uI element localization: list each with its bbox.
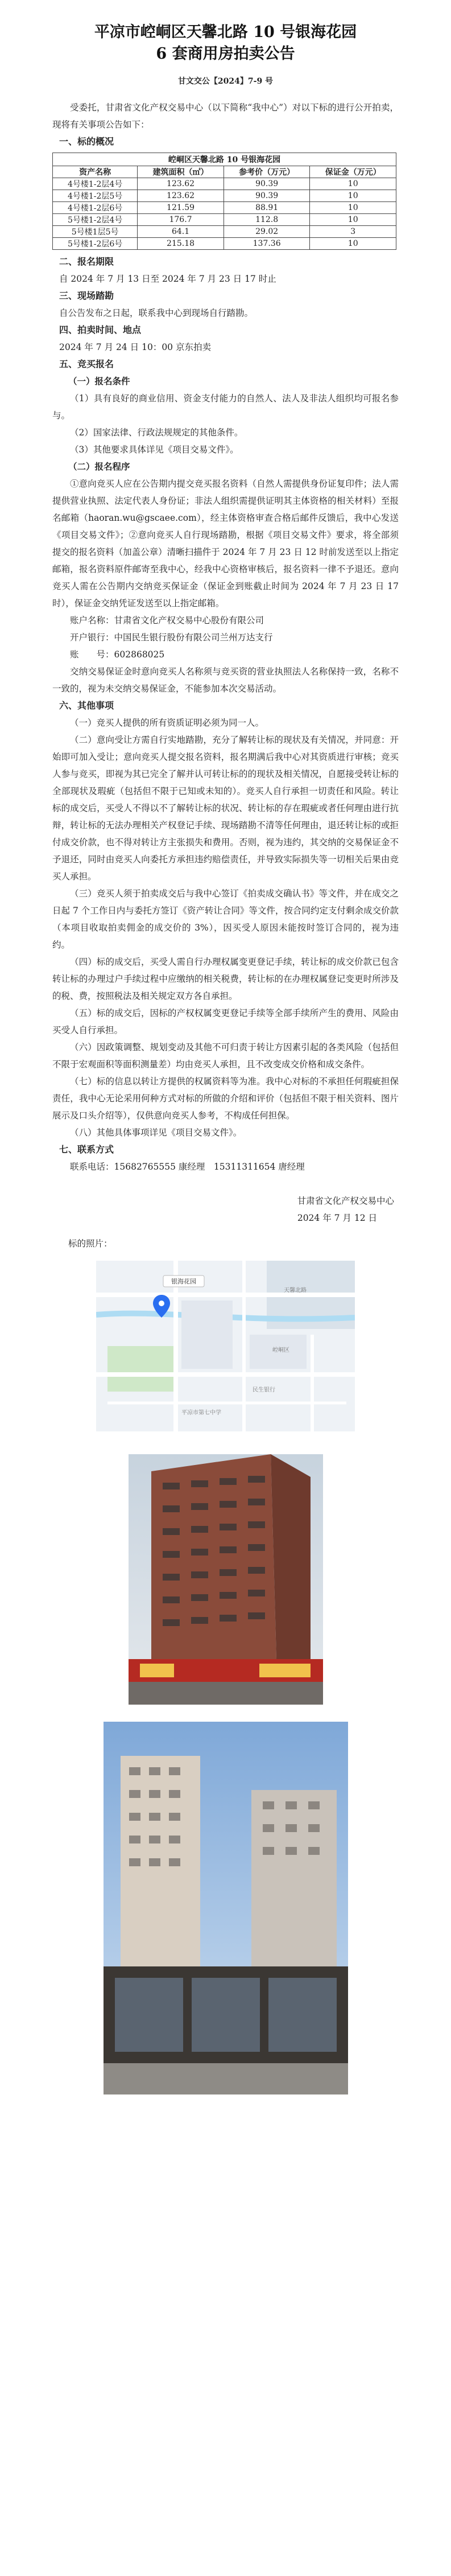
table-header: 资产名称 <box>53 166 138 178</box>
deposit-note: 交纳交易保证金时意向竞买人名称须与竞买资的营业执照法人名称保持一致，名称不一致的，视为未交纳交易保证金，不能参加本次交易活动。 <box>52 666 399 694</box>
map-block <box>181 1301 233 1369</box>
announcement-title <box>0 22 451 65</box>
table-cell: 64.1 <box>138 226 224 238</box>
table-cell: 29.02 <box>224 226 310 238</box>
table-row <box>53 202 396 214</box>
table-cell: 4号楼1-2层5号 <box>53 190 138 202</box>
photo-2-glass <box>115 1978 183 2052</box>
photo-1-sign <box>259 1664 311 1677</box>
document-number: 甘文交公【2024】7-9 号 <box>177 77 274 86</box>
other-item-6: （六）因政策调整、规划变动及其他不可归责于转让方因素引起的各类风险（包括但不限于宏观面积等面积测量差）均由竞买人承担，且不改变成交价格和成交条件。 <box>52 1042 399 1069</box>
section-1-heading: 一、标的概况 <box>59 136 114 147</box>
table-cell: 4号楼1-2层4号 <box>53 178 138 190</box>
table-cell: 5号楼1-2层6号 <box>53 238 138 250</box>
location-map-image <box>96 1261 355 1431</box>
map-svg <box>96 1261 355 1431</box>
table-cell: 112.8 <box>224 214 310 226</box>
asset-table <box>52 153 396 250</box>
map-road-label: 天馨北路 <box>284 1287 307 1294</box>
registration-period: 自 2024 年 7 月 13 日至 2024 年 7 月 23 日 17 时止 <box>59 274 276 284</box>
table-cell: 215.18 <box>138 238 224 250</box>
bank-label: 开户银行： <box>70 632 114 643</box>
photo-1-tower-side <box>271 1454 311 1659</box>
photo-1-sign <box>140 1664 174 1677</box>
procedure-paragraph: ①意向竞买人应在公告期内提交竞买报名资料（自然人需提供身份证复印件；法人需提供营业执照、法定代表人身份证；非法人组织需提供证明其主体资格的相关材料）至报名邮箱（haoran.wu@gscaee.com），经主体资格审查合格后邮件反馈后，我中心发送《项目交易文件》；②意向竞买人自行现场踏勘，根据《项目交易文件》要求，将全部须提交的报名资料（加盖公章）清晰扫描件于 2024 年 7 月 23 日 12 时前发送至以上指定邮箱，报名资料原件邮寄至我中心，经我中心资格审核后，报名资料一律不予退还。意向竞买人需在公告期内交纳竞买保证金（保证金到账截止时间为 2024 年 7 月 23 日 17 时），保证金交纳凭证发送至以上指定邮箱。 <box>52 479 399 608</box>
map-road-label: 平凉市第七中学 <box>181 1410 221 1416</box>
title-line-2: 6 套商用房拍卖公告 <box>156 45 295 63</box>
section-3-heading: 三、现场踏勘 <box>59 290 114 301</box>
table-cell: 10 <box>310 202 396 214</box>
table-cell: 10 <box>310 190 396 202</box>
table-cell: 90.39 <box>224 178 310 190</box>
section-4-heading: 四、拍卖时间、地点 <box>59 324 142 335</box>
table-header: 参考价（万元） <box>224 166 310 178</box>
section-2-heading: 二、报名期限 <box>59 256 114 267</box>
map-park <box>107 1346 176 1392</box>
table-cell: 123.62 <box>138 190 224 202</box>
title-line-1: 平凉市崆峒区天馨北路 10 号银海花园 <box>94 23 357 41</box>
table-cell: 90.39 <box>224 190 310 202</box>
table-row <box>53 238 396 250</box>
map-road-label: 崆峒区 <box>272 1347 289 1353</box>
other-item-2: （二）意向受让方需自行实地踏勘，充分了解转让标的现状及有关情况，并同意：开始即可加入受让；意向竞买人提交报名资料，报名期满后我中心对其资质进行审核；竞买人参与竞买，即视为其已完全了解并认可转让标的的现状及相关情况，自愿接受转让标的全部现状及瑕疵（包括但不限于已知或未知的）。竞买人自行承担一切责任和风险。转让标的成交后，买受人不得以不了解转让标的状况、转让标的存在瑕疵或者任何理由进行抗辩，转让标的无法办理相关产权登记手续、现场踏勘不清等任何理由，退还转让标的或拒付成交价款，也不得对转让方主张损失和费用。否则，视为违约，其交纳的交易保证金不予退还，同时由竞买人向委托方承担违约赔偿责任，并导致实际损失等一切相关后果由竞买人承担。 <box>52 735 399 882</box>
table-row <box>53 178 396 190</box>
subsection-conditions: （一）报名条件 <box>68 376 130 386</box>
other-item-1: （一）竞买人提供的所有资质证明必须为同一人。 <box>70 718 264 728</box>
table-cell: 121.59 <box>138 202 224 214</box>
condition-2: （2）国家法律、行政法规规定的其他条件。 <box>70 427 243 438</box>
section-6-heading: 六、其他事项 <box>59 700 114 711</box>
table-header: 保证金（万元） <box>310 166 396 178</box>
condition-1: （1）具有良好的商业信用、资金支付能力的自然人、法人及非法人组织均可报名参与。 <box>52 393 399 421</box>
table-row <box>53 190 396 202</box>
table-cell: 137.36 <box>224 238 310 250</box>
signer: 甘肃省文化产权交易中心 <box>297 1196 394 1206</box>
account-number-label: 账 号： <box>70 649 114 660</box>
site-inspection-text: 自公告发布之日起，联系我中心到现场自行踏勘。 <box>59 308 254 318</box>
table-cell: 5号楼1层5号 <box>53 226 138 238</box>
issue-date: 2024 年 7 月 12 日 <box>297 1213 377 1223</box>
other-item-5: （五）标的成交后，因标的产权权属变更登记手续等全部手续所产生的费用、风险由买受人自行承担。 <box>52 1008 399 1035</box>
account-name-line <box>52 612 399 629</box>
photo-1-street <box>129 1682 323 1705</box>
map-road-label: 民生银行 <box>253 1387 275 1393</box>
table-cell: 88.91 <box>224 202 310 214</box>
table-cell: 3 <box>310 226 396 238</box>
table-cell: 10 <box>310 178 396 190</box>
other-item-3: （三）竞买人须于拍卖成交后与我中心签订《拍卖成交确认书》等文件，并在成交之日起 7 个工作日内与委托方签订《资产转让合同》等文件，按合同约定支付剩余成交价款（本项目收取拍卖佣金的成交价的 3%），因买受人原因未能按时签订合同的，视为违约。 <box>52 888 399 950</box>
photo-1-svg <box>129 1454 323 1705</box>
condition-3: （3）其他要求具体详见《项目交易文件》。 <box>70 445 239 455</box>
photo-2-pavement <box>104 2063 348 2094</box>
other-item-8: （八）其他具体事项详见《项目交易文件》。 <box>70 1127 242 1138</box>
building-photo-2 <box>104 1722 348 2094</box>
table-header-row <box>53 166 396 178</box>
section-7-heading: 七、联系方式 <box>59 1144 114 1155</box>
table-caption: 崆峒区天馨北路 10 号银海花园 <box>53 153 396 166</box>
building-photo-1 <box>129 1454 323 1705</box>
photo-label: 标的照片： <box>68 1238 113 1249</box>
bank-line <box>52 629 399 646</box>
section-5-heading: 五、竞买报名 <box>59 359 114 369</box>
account-number: 602868025 <box>114 649 165 660</box>
table-cell: 176.7 <box>138 214 224 226</box>
table-row <box>53 226 396 238</box>
contact-info: 联系电话：15682765555 康经理 15311311654 唐经理 <box>70 1162 305 1172</box>
account-number-line <box>52 646 399 663</box>
table-cell: 4号楼1-2层6号 <box>53 202 138 214</box>
table-cell: 5号楼1-2层4号 <box>53 214 138 226</box>
photo-2-glass <box>192 1978 260 2052</box>
table-header: 建筑面积（㎡） <box>138 166 224 178</box>
table-cell: 123.62 <box>138 178 224 190</box>
intro-paragraph: 受委托，甘肃省文化产权交易中心（以下简称“我中心”）对以下标的进行公开拍卖，现将有关事项公告如下： <box>52 102 399 130</box>
photo-2-building-right <box>251 1790 337 1984</box>
map-tag-label: 银海花园 <box>171 1278 196 1285</box>
bank-name: 中国民生银行股份有限公司兰州万达支行 <box>114 632 273 643</box>
auction-time-place: 2024 年 7 月 24 日 10：00 京东拍卖 <box>59 342 211 352</box>
table-cell: 10 <box>310 214 396 226</box>
account-name: 甘肃省文化产权交易中心股份有限公司 <box>114 615 264 626</box>
photo-2-glass <box>268 1978 337 2052</box>
subsection-procedure: （二）报名程序 <box>68 461 130 472</box>
table-row <box>53 214 396 226</box>
photo-2-svg <box>104 1722 348 2094</box>
account-name-label: 账户名称： <box>70 615 114 626</box>
map-marker-dot <box>159 1301 164 1306</box>
table-cell: 10 <box>310 238 396 250</box>
other-item-4: （四）标的成交后，买受人需自行办理权属变更登记手续，转让标的成交价款已包含转让标的办理过户手续过程中应缴纳的相关税费，转让标的在办理权属登记变更时所涉及的税、费，按照税法及相关规定双方各自承担。 <box>52 957 399 1001</box>
other-item-7: （七）标的信息以转让方提供的权属资料等为准。我中心对标的不承担任何瑕疵担保责任，我中心无论采用何种方式对标的所做的介绍和评价（包括但不限于相关资料、图片展示及口头介绍等），仅供意向竞买人参考，不构成任何担保。 <box>52 1076 399 1121</box>
